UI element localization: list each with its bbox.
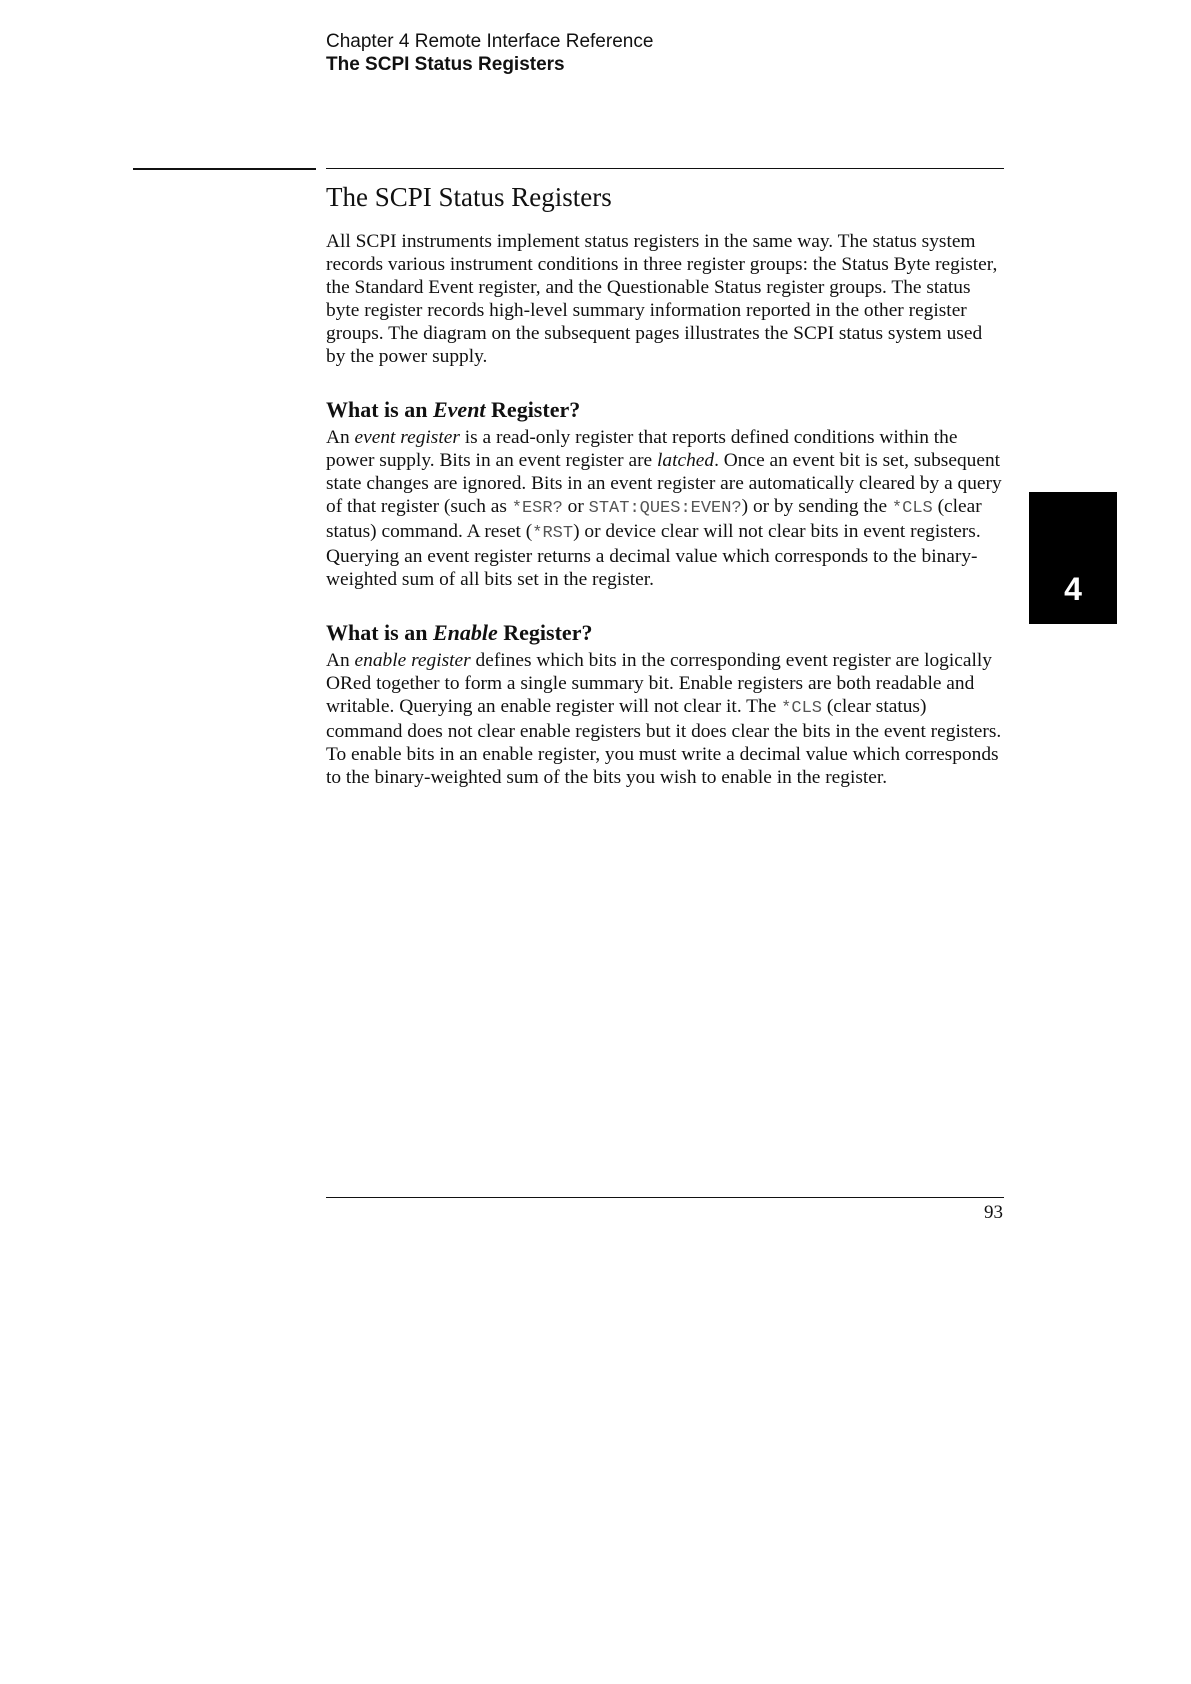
text-run: An — [326, 427, 355, 448]
text-run: ) or device clear will not clear bits in event registers. Querying an event register returns a decimal value which corresponds to the binary-weighted sum of all bits set in the register. — [326, 521, 981, 590]
enable-register-paragraph — [326, 649, 1006, 789]
heading-emphasis: Enable — [432, 620, 498, 645]
heading-text: Register? — [485, 397, 581, 422]
text-run: is a read-only register that reports defined conditions within the power supply. Bits in an event register are — [326, 427, 958, 471]
text-run: . Once an event bit is set, subsequent state changes are ignored. Bits in an event register are automatically cleared by a query of that register (such as — [326, 450, 1002, 517]
header-rule-right — [326, 168, 1004, 169]
heading-emphasis: Event — [432, 397, 486, 422]
section-reference: The SCPI Status Registers — [326, 54, 565, 75]
heading-text: What is an — [326, 620, 433, 645]
page-content — [326, 180, 1006, 789]
code-cls: *CLS — [781, 699, 822, 718]
text-run: An — [326, 650, 355, 671]
chapter-thumb-tab: 4 — [1029, 492, 1117, 624]
term-enable-register: enable register — [354, 650, 471, 671]
text-run: or — [562, 496, 589, 517]
heading-text: What is an — [326, 397, 433, 422]
term-event-register: event register — [354, 427, 460, 448]
code-cls: *CLS — [891, 499, 933, 518]
running-header — [326, 30, 653, 76]
text-run: (clear status) command does not clear enable registers but it does clear the bits in the event registers. To enable bits in an enable register, you must write a decimal value which corresponds to the binary-weighted sum of the bits you wish to enable in the register. — [326, 696, 1002, 788]
footer-rule — [326, 1197, 1004, 1198]
page-title: The SCPI Status Registers — [326, 182, 612, 212]
enable-register-heading — [326, 619, 1006, 647]
chapter-reference: Chapter 4 Remote Interface Reference — [326, 31, 654, 52]
heading-text: Register? — [497, 620, 593, 645]
text-run: (clear status) command. A reset ( — [326, 496, 982, 542]
event-register-heading — [326, 396, 1006, 424]
term-latched: latched — [657, 450, 715, 471]
header-rule-left — [133, 168, 316, 170]
intro-paragraph: All SCPI instruments implement status registers in the same way. The status system records various instrument conditions in three register groups: the Status Byte register, the Standard Event register, and the Questionable Status register groups. The status byte register records high-level summary information reported in the other register groups. The diagram on the subsequent pages illustrates the SCPI status system used by the power supply. — [326, 231, 998, 367]
page-number: 93 — [984, 1202, 1003, 1223]
text-run: ) or by sending the — [741, 496, 892, 517]
event-register-paragraph — [326, 426, 1006, 591]
code-stat-ques-even: STAT:QUES:EVEN? — [588, 499, 742, 518]
text-run: defines which bits in the corresponding event register are logically ORed together to form a single summary bit. Enable registers are both readable and writable. Querying an enable register will not clear it. The — [326, 650, 992, 717]
code-rst: *RST — [532, 524, 574, 543]
code-esr: *ESR? — [511, 499, 563, 518]
